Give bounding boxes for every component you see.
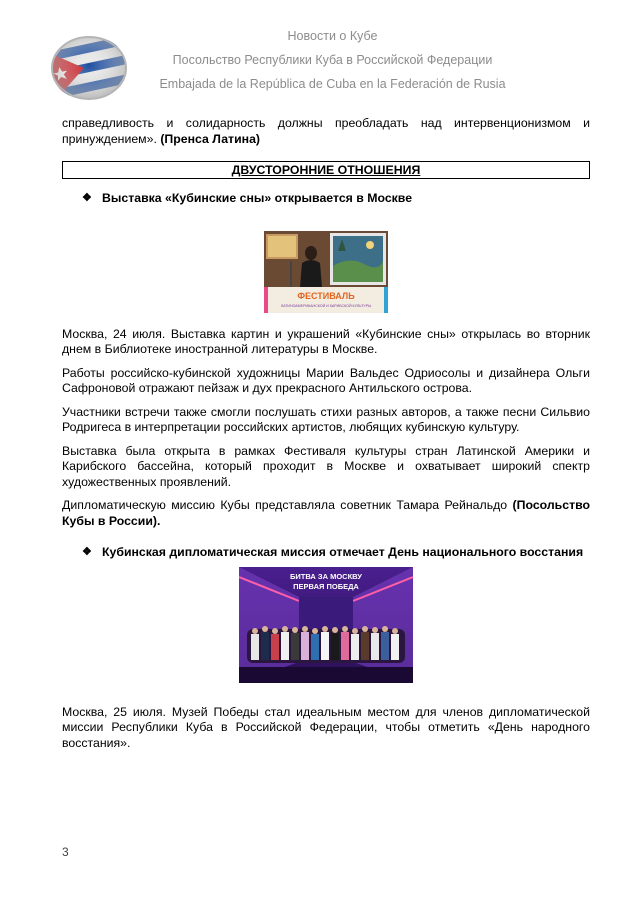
page-content — [62, 116, 590, 759]
photo-banner-line2: ПЕРВАЯ ПОБЕДА — [293, 581, 359, 591]
diamond-bullet-icon: ❖ — [82, 546, 92, 558]
page-header — [0, 0, 635, 110]
poster-subtitle: ЛАТИНОАМЕРИКАНСКОЙ И КАРИБСКОЙ КУЛЬТУРЫ — [280, 303, 372, 308]
header-title: Новости о Кубе — [287, 29, 378, 43]
article1-title: Выставка «Кубинские сны» открывается в Москве — [102, 191, 413, 205]
article2-title: Кубинская дипломатическая миссия отмечает День национального восстания — [102, 545, 584, 559]
article1-heading — [82, 191, 590, 207]
section-title: ДВУСТОРОННИЕ ОТНОШЕНИЯ — [62, 161, 590, 179]
article2-paragraph-1: Москва, 25 июля. Музей Победы стал идеальным местом для членов дипломатической миссии Республики Куба в Российской Федерации, чтобы отметить «День народного восстания». — [62, 704, 590, 750]
article1-paragraph-5 — [62, 498, 590, 529]
article1-paragraph-4: Выставка была открыта в рамках Фестиваля культуры стран Латинской Америки и Карибского бассейна, который проходит в Москве и охватывает широкий спектр художественных проявлений. — [62, 443, 590, 489]
intro-source: (Пренса Латина) — [160, 131, 261, 146]
poster-title: ФЕСТИВАЛЬ — [297, 290, 355, 301]
intro-paragraph — [62, 116, 590, 147]
photo-banner-line1: БИТВА ЗА МОСКВУ — [290, 571, 362, 581]
article1-paragraph-2: Работы российско-кубинской художницы Марии Вальдес Одриосолы и дизайнера Ольги Сафроновой отражают пейзаж и дух прекрасного Антильского острова. — [62, 365, 590, 395]
museum-group-photo — [239, 567, 413, 683]
article1-paragraph-3: Участники встречи также смогли послушать стихи разных авторов, а также песни Сильвио Родригеса в интерпретации российских артистов, любящих кубинскую культуру. — [62, 404, 590, 434]
exhibition-photo — [264, 231, 388, 313]
article1-p5-text: Дипломатическую миссию Кубы представляла советник Тамара Рейнальдо — [62, 498, 508, 512]
header-embassy-ru: Посольство Республики Куба в Российской Федерации — [172, 53, 493, 67]
cuba-flag-logo-icon — [50, 34, 128, 102]
article1-paragraph-1: Москва, 24 июля. Выставка картин и украшений «Кубинские сны» открылась во вторник днем в Библиотеке иностранной литературы в Москве. — [62, 326, 590, 356]
diamond-bullet-icon: ❖ — [82, 192, 92, 204]
intro-text: справедливость и солидарность должны преобладать над интервенционизмом и принуждением». — [62, 116, 590, 146]
page-number: 3 — [62, 845, 69, 859]
header-embassy-es: Embajada de la República de Cuba en la Federación de Rusia — [159, 77, 506, 91]
article1-source: (Посольство Кубы в России). — [62, 498, 591, 528]
article2-heading — [82, 545, 590, 561]
